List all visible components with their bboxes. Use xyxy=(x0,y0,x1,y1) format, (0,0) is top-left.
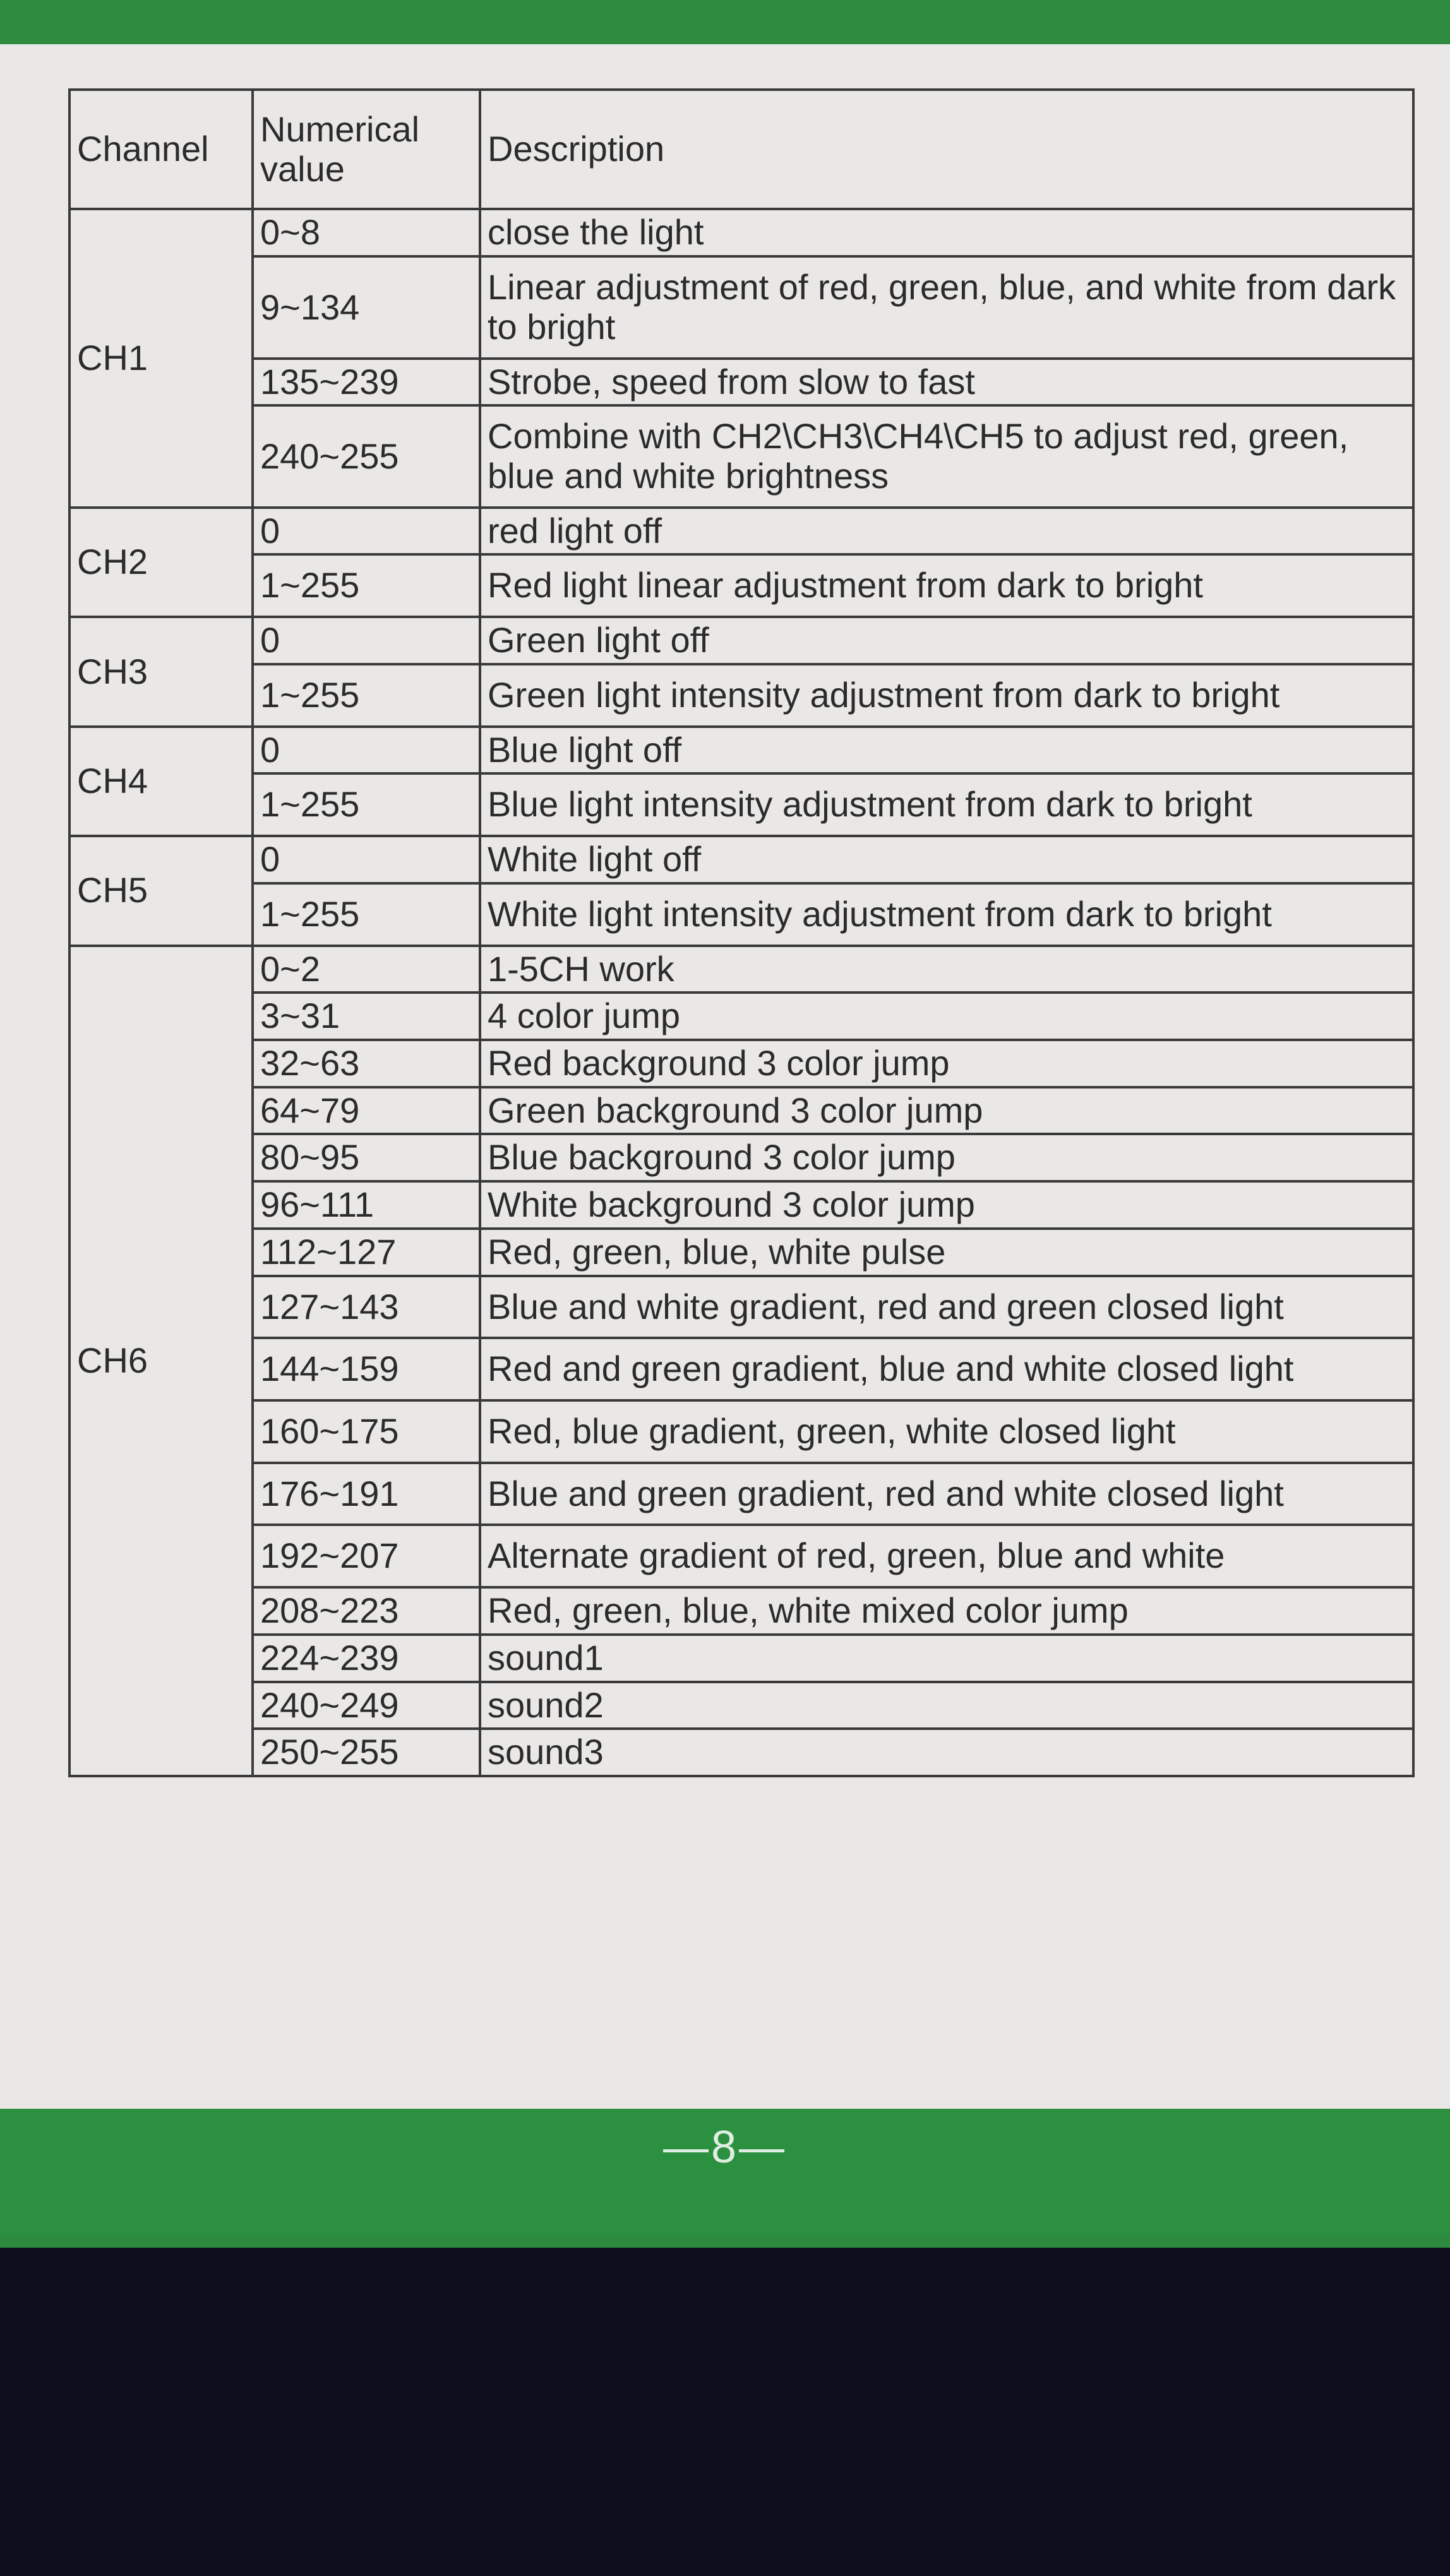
description-cell: sound1 xyxy=(480,1635,1413,1682)
table-row xyxy=(69,405,1413,507)
value-cell: 144~159 xyxy=(253,1338,480,1400)
channel-cell: CH6 xyxy=(69,946,253,1777)
table-row xyxy=(69,508,1413,555)
channel-cell: CH1 xyxy=(69,209,253,507)
value-cell: 96~111 xyxy=(253,1181,480,1229)
description-cell: White light off xyxy=(480,836,1413,883)
table-row xyxy=(69,1682,1413,1729)
description-cell: Combine with CH2\CH3\CH4\CH5 to adjust red, green, blue and white brightness xyxy=(480,405,1413,507)
table-row xyxy=(69,1463,1413,1525)
description-cell: Linear adjustment of red, green, blue, and white from dark to bright xyxy=(480,256,1413,358)
description-cell: Green light off xyxy=(480,617,1413,664)
description-cell: 4 color jump xyxy=(480,993,1413,1040)
table-row xyxy=(69,359,1413,406)
table-row xyxy=(69,1729,1413,1776)
description-cell: Strobe, speed from slow to fast xyxy=(480,359,1413,406)
value-cell: 0 xyxy=(253,836,480,883)
table-row xyxy=(69,256,1413,358)
value-cell: 0 xyxy=(253,508,480,555)
table-row xyxy=(69,209,1413,256)
value-cell: 1~255 xyxy=(253,883,480,946)
header-description: Description xyxy=(480,90,1413,209)
description-cell: White light intensity adjustment from dark to bright xyxy=(480,883,1413,946)
description-cell: sound2 xyxy=(480,1682,1413,1729)
table-row xyxy=(69,1040,1413,1087)
channel-cell: CH3 xyxy=(69,617,253,726)
value-cell: 0~2 xyxy=(253,946,480,993)
table-row xyxy=(69,664,1413,727)
table-row xyxy=(69,554,1413,617)
table-row xyxy=(69,836,1413,883)
description-cell: Green light intensity adjustment from dark to bright xyxy=(480,664,1413,727)
description-cell: Red and green gradient, blue and white closed light xyxy=(480,1338,1413,1400)
table-row xyxy=(69,1134,1413,1181)
page-number: —8— xyxy=(662,2122,788,2173)
description-cell: close the light xyxy=(480,209,1413,256)
value-cell: 1~255 xyxy=(253,664,480,727)
table-row xyxy=(69,946,1413,993)
dmx-channel-table xyxy=(68,88,1415,1777)
description-cell: Blue background 3 color jump xyxy=(480,1134,1413,1181)
value-cell: 0 xyxy=(253,617,480,664)
table-row xyxy=(69,1400,1413,1463)
value-cell: 80~95 xyxy=(253,1134,480,1181)
description-cell: Blue light off xyxy=(480,727,1413,774)
table-row xyxy=(69,1587,1413,1635)
header-numerical-value: Numerical value xyxy=(253,90,480,209)
dmx-channel-table-container xyxy=(68,88,1415,1777)
description-cell: 1-5CH work xyxy=(480,946,1413,993)
description-cell: Red background 3 color jump xyxy=(480,1040,1413,1087)
table-row xyxy=(69,773,1413,836)
table-row xyxy=(69,1087,1413,1135)
value-cell: 135~239 xyxy=(253,359,480,406)
value-cell: 112~127 xyxy=(253,1229,480,1276)
table-row xyxy=(69,1229,1413,1276)
table-row xyxy=(69,617,1413,664)
table-body xyxy=(69,209,1413,1776)
description-cell: Blue light intensity adjustment from dark to bright xyxy=(480,773,1413,836)
table-row xyxy=(69,1276,1413,1339)
value-cell: 9~134 xyxy=(253,256,480,358)
value-cell: 176~191 xyxy=(253,1463,480,1525)
value-cell: 3~31 xyxy=(253,993,480,1040)
description-cell: red light off xyxy=(480,508,1413,555)
channel-cell: CH2 xyxy=(69,508,253,617)
value-cell: 224~239 xyxy=(253,1635,480,1682)
description-cell: Red light linear adjustment from dark to bright xyxy=(480,554,1413,617)
value-cell: 1~255 xyxy=(253,773,480,836)
description-cell: sound3 xyxy=(480,1729,1413,1776)
value-cell: 32~63 xyxy=(253,1040,480,1087)
value-cell: 0~8 xyxy=(253,209,480,256)
header-channel: Channel xyxy=(69,90,253,209)
description-cell: Red, green, blue, white mixed color jump xyxy=(480,1587,1413,1635)
value-cell: 250~255 xyxy=(253,1729,480,1776)
table-row xyxy=(69,1635,1413,1682)
channel-cell: CH5 xyxy=(69,836,253,945)
value-cell: 160~175 xyxy=(253,1400,480,1463)
value-cell: 1~255 xyxy=(253,554,480,617)
value-cell: 127~143 xyxy=(253,1276,480,1339)
description-cell: Blue and white gradient, red and green closed light xyxy=(480,1276,1413,1339)
description-cell: White background 3 color jump xyxy=(480,1181,1413,1229)
table-row xyxy=(69,727,1413,774)
table-header-row xyxy=(69,90,1413,209)
description-cell: Red, green, blue, white pulse xyxy=(480,1229,1413,1276)
value-cell: 64~79 xyxy=(253,1087,480,1135)
description-cell: Blue and green gradient, red and white closed light xyxy=(480,1463,1413,1525)
description-cell: Green background 3 color jump xyxy=(480,1087,1413,1135)
value-cell: 0 xyxy=(253,727,480,774)
description-cell: Alternate gradient of red, green, blue and white xyxy=(480,1525,1413,1587)
table-row xyxy=(69,1338,1413,1400)
description-cell: Red, blue gradient, green, white closed light xyxy=(480,1400,1413,1463)
table-row xyxy=(69,1181,1413,1229)
value-cell: 240~255 xyxy=(253,405,480,507)
value-cell: 240~249 xyxy=(253,1682,480,1729)
table-row xyxy=(69,883,1413,946)
table-row xyxy=(69,993,1413,1040)
value-cell: 192~207 xyxy=(253,1525,480,1587)
table-row xyxy=(69,1525,1413,1587)
channel-cell: CH4 xyxy=(69,727,253,836)
value-cell: 208~223 xyxy=(253,1587,480,1635)
